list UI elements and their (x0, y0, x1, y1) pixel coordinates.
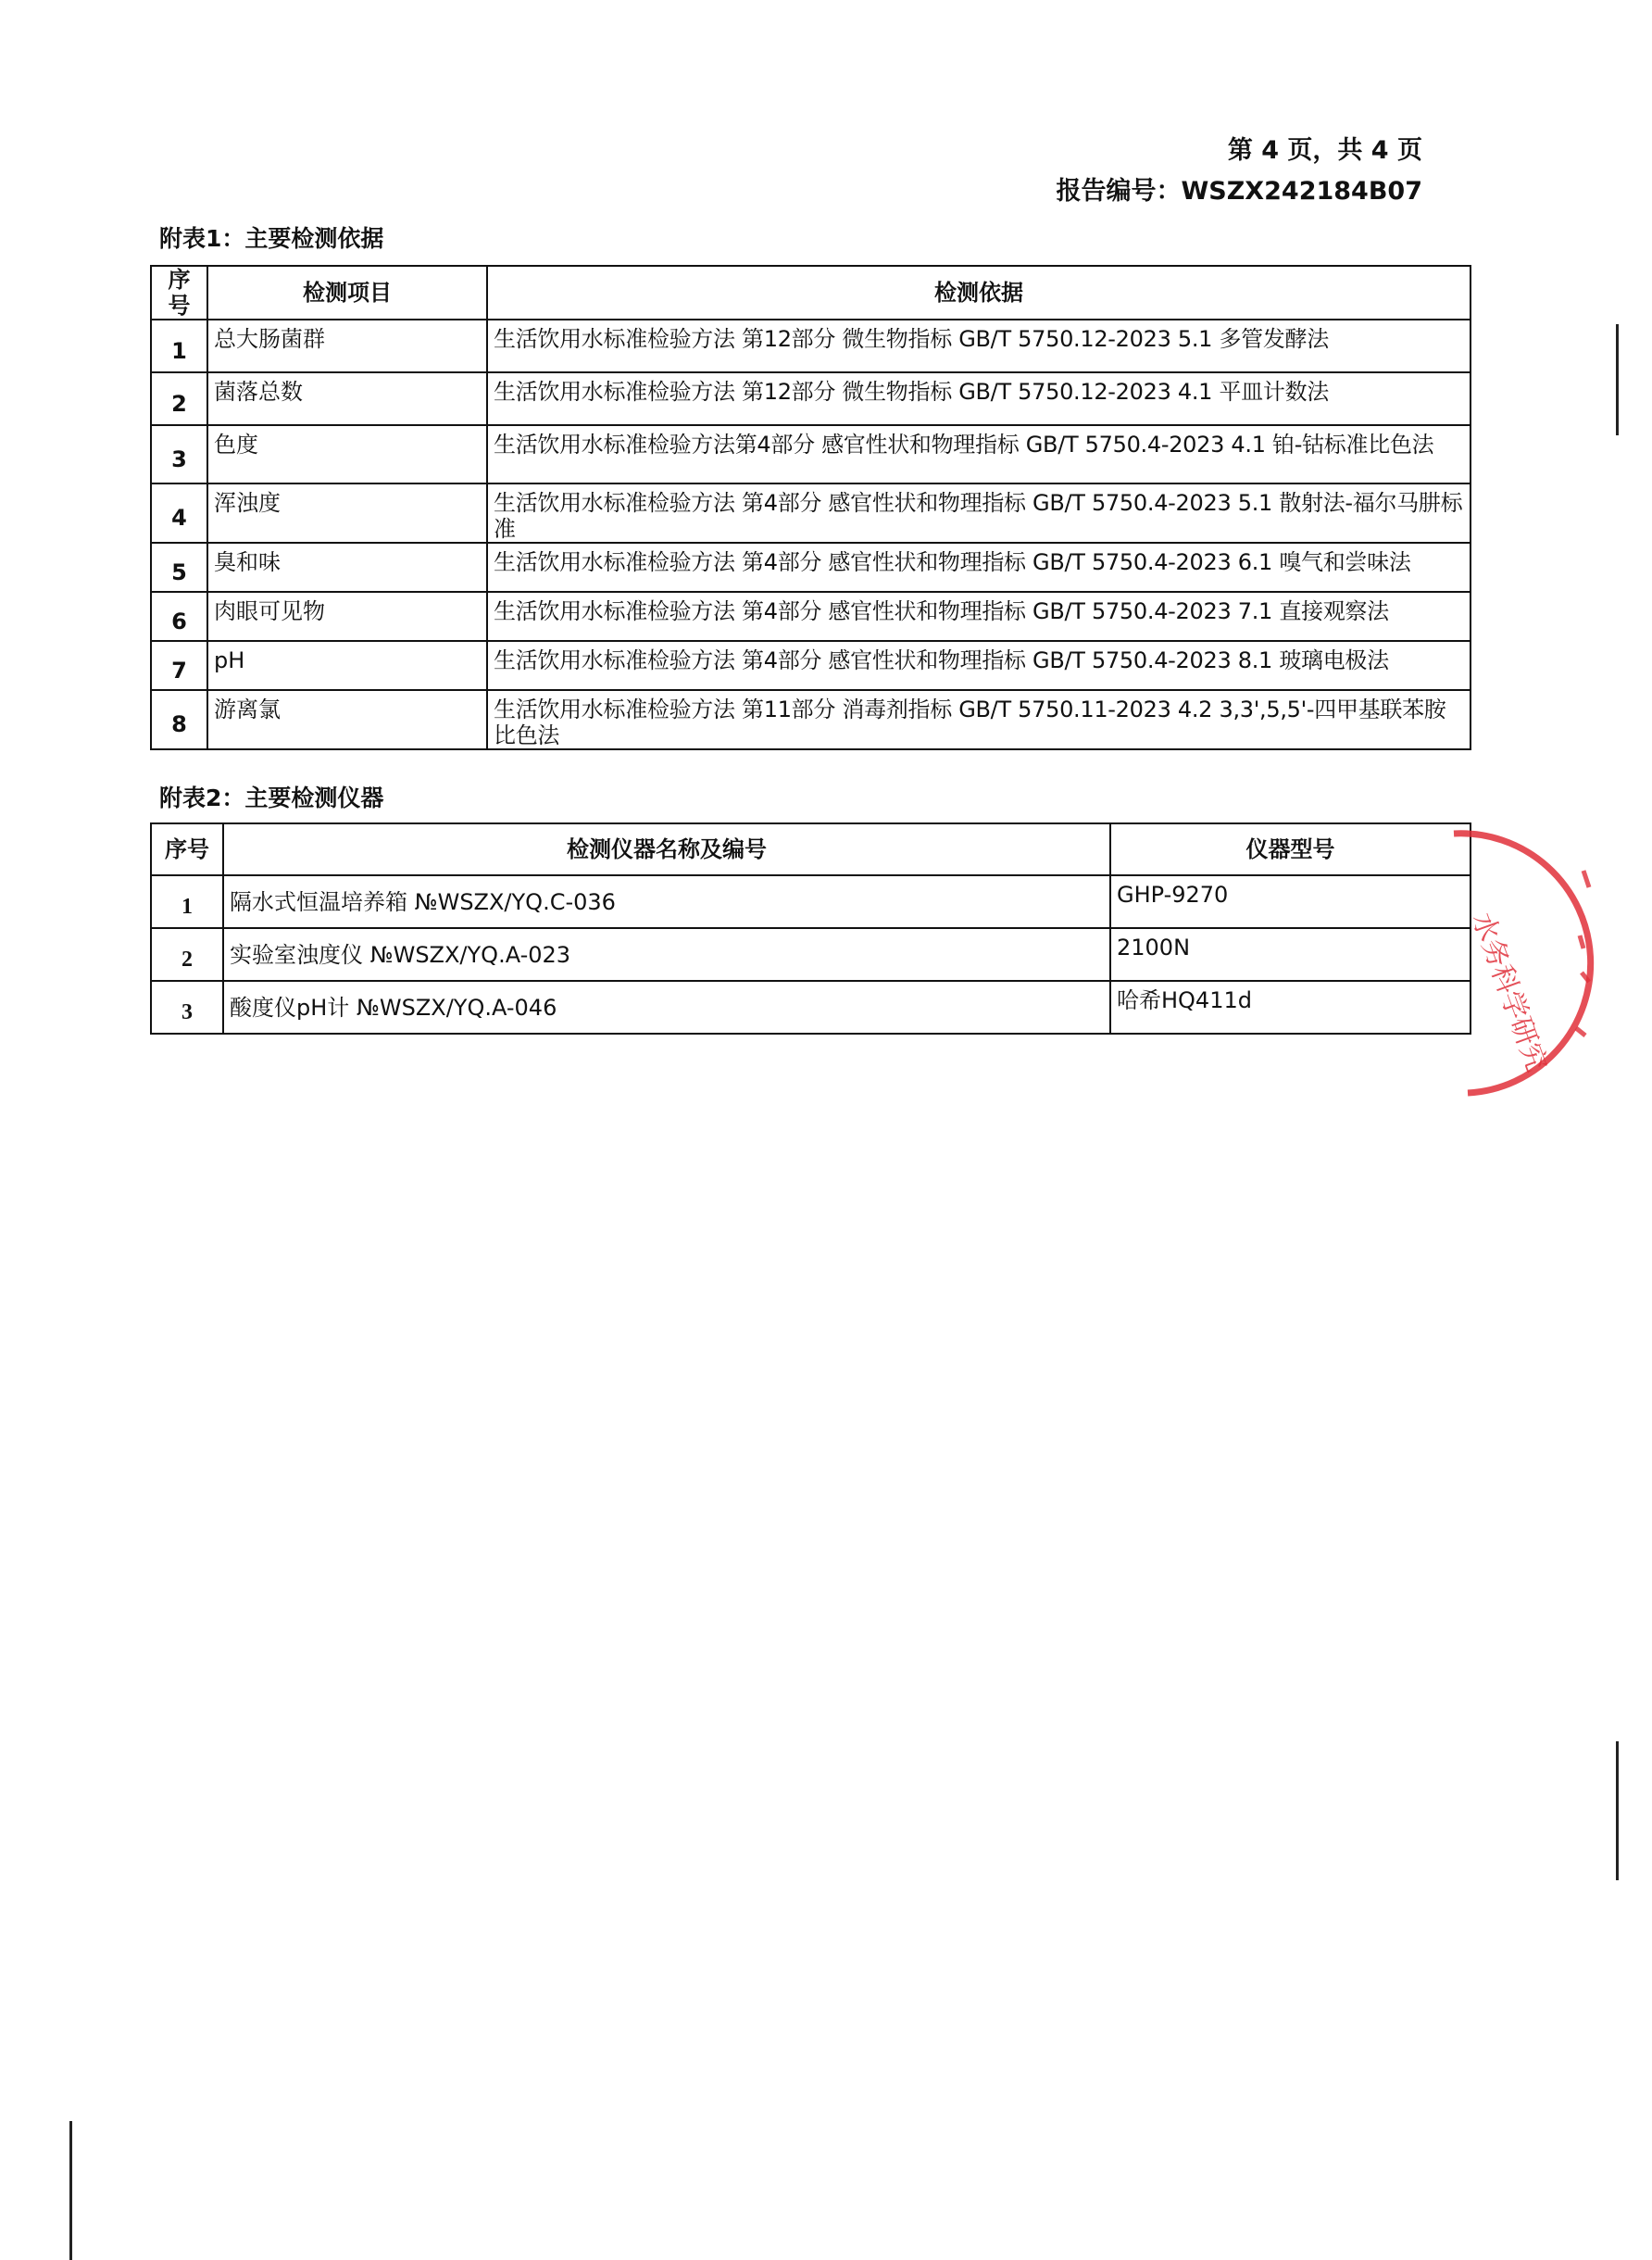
report-number: 报告编号：WSZX242184B07 (1056, 177, 1422, 206)
row-index: 2 (151, 928, 223, 981)
row-index: 4 (151, 483, 207, 543)
testing-basis-table (150, 265, 1471, 750)
table-header-row (151, 266, 1471, 320)
row-item: 臭和味 (207, 543, 487, 592)
row-basis: 生活饮用水标准检验方法 第12部分 微生物指标 GB/T 5750.12-2023 5.1 多管发酵法 (487, 320, 1471, 372)
row-item: 色度 (207, 425, 487, 483)
header-index: 序号 (151, 823, 223, 875)
table-row (151, 592, 1471, 641)
table-row (151, 372, 1471, 425)
row-item: pH (207, 641, 487, 690)
scan-edge-mark (1616, 324, 1619, 435)
row-basis: 生活饮用水标准检验方法第4部分 感官性状和物理指标 GB/T 5750.4-2023 4.1 铂-钴标准比色法 (487, 425, 1471, 483)
row-index: 3 (151, 981, 223, 1034)
table-row (151, 425, 1471, 483)
row-model: 哈希HQ411d (1110, 981, 1471, 1034)
row-index: 3 (151, 425, 207, 483)
header-index: 序号 (151, 266, 207, 320)
official-seal-icon (1361, 815, 1602, 1111)
table-header-row (151, 823, 1471, 875)
header-item: 检测项目 (207, 266, 487, 320)
row-basis: 生活饮用水标准检验方法 第4部分 感官性状和物理指标 GB/T 5750.4-2023 7.1 直接观察法 (487, 592, 1471, 641)
row-instrument: 实验室浊度仪 №WSZX/YQ.A-023 (223, 928, 1110, 981)
row-item: 菌落总数 (207, 372, 487, 425)
row-index: 6 (151, 592, 207, 641)
row-item: 总大肠菌群 (207, 320, 487, 372)
row-index: 1 (151, 320, 207, 372)
row-basis: 生活饮用水标准检验方法 第4部分 感官性状和物理指标 GB/T 5750.4-2023 8.1 玻璃电极法 (487, 641, 1471, 690)
table-row (151, 928, 1471, 981)
table-row (151, 483, 1471, 543)
table-row (151, 641, 1471, 690)
table1-caption: 附表1：主要检测依据 (159, 225, 384, 252)
row-item: 浑浊度 (207, 483, 487, 543)
row-instrument: 酸度仪pH计 №WSZX/YQ.A-046 (223, 981, 1110, 1034)
row-index: 2 (151, 372, 207, 425)
row-basis: 生活饮用水标准检验方法 第11部分 消毒剂指标 GB/T 5750.11-2023 4.2 3,3',5,5'-四甲基联苯胺比色法 (487, 690, 1471, 749)
row-index: 7 (151, 641, 207, 690)
header-basis: 检测依据 (487, 266, 1471, 320)
row-basis: 生活饮用水标准检验方法 第12部分 微生物指标 GB/T 5750.12-2023 4.1 平皿计数法 (487, 372, 1471, 425)
row-model: 2100N (1110, 928, 1471, 981)
instrument-table (150, 822, 1471, 1035)
table2-caption: 附表2：主要检测仪器 (159, 785, 384, 811)
row-model: GHP-9270 (1110, 875, 1471, 928)
table-row (151, 690, 1471, 749)
row-basis: 生活饮用水标准检验方法 第4部分 感官性状和物理指标 GB/T 5750.4-2023 5.1 散射法-福尔马肼标准 (487, 483, 1471, 543)
row-basis: 生活饮用水标准检验方法 第4部分 感官性状和物理指标 GB/T 5750.4-2023 6.1 嗅气和尝味法 (487, 543, 1471, 592)
row-index: 1 (151, 875, 223, 928)
header-model: 仪器型号 (1110, 823, 1471, 875)
scan-edge-mark (69, 2121, 72, 2260)
page-number: 第 4 页，共 4 页 (1227, 136, 1422, 165)
row-instrument: 隔水式恒温培养箱 №WSZX/YQ.C-036 (223, 875, 1110, 928)
scan-edge-mark (1616, 1741, 1619, 1880)
row-index: 8 (151, 690, 207, 749)
table-row (151, 543, 1471, 592)
row-index: 5 (151, 543, 207, 592)
table-row (151, 875, 1471, 928)
table-row (151, 320, 1471, 372)
header-instrument: 检测仪器名称及编号 (223, 823, 1110, 875)
svg-text:水务科学研究: 水务科学研究 (1465, 908, 1553, 1076)
row-item: 游离氯 (207, 690, 487, 749)
table-row (151, 981, 1471, 1034)
row-item: 肉眼可见物 (207, 592, 487, 641)
